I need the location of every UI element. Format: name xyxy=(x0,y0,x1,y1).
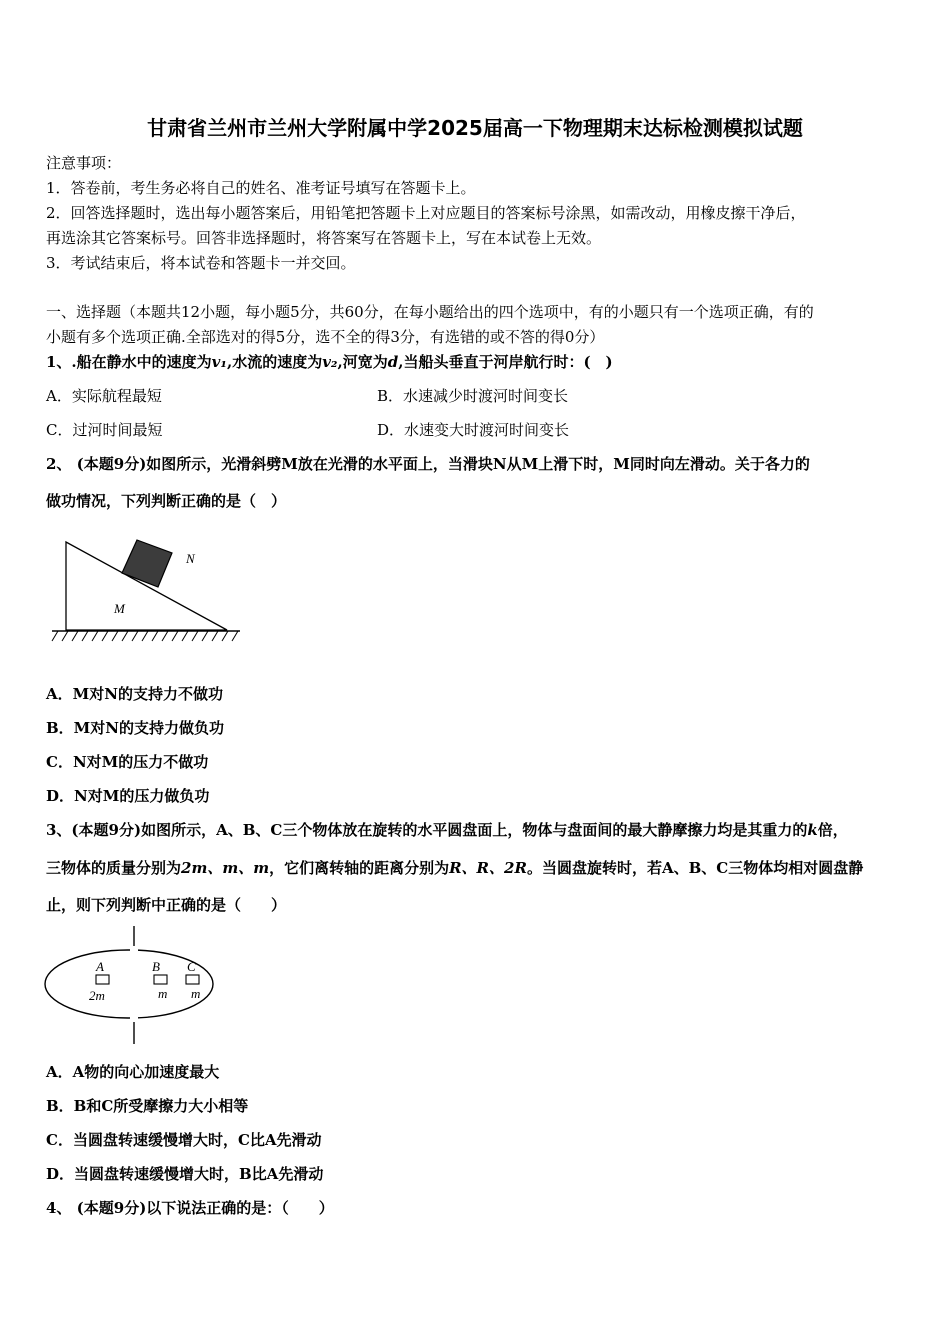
q3-stem-part: 。当圆盘旋转时，若A、B、C三物体均相对圆盘静 xyxy=(526,859,864,877)
q3-stem-3: 止，则下列判断中正确的是（ ） xyxy=(46,896,287,914)
q4-stem: 4、 (本题9分)以下说法正确的是：（ ） xyxy=(46,1199,334,1217)
q3-stem-part: 3、(本题9分)如图所示，A、B、C三个物体放在旋转的水平圆盘面上，物体与盘面间的最大静摩擦力均是其重力的 xyxy=(46,821,808,839)
q1-v1: v₁ xyxy=(211,353,227,371)
notice-item-2-cont: 再选涂其它答案标号。回答非选择题时，将答案写在答题卡上，写在本试卷上无效。 xyxy=(46,229,602,247)
q3-stem-1 xyxy=(46,820,848,840)
ground-hatching xyxy=(52,631,238,641)
q1-v2: v₂ xyxy=(322,353,338,371)
axis-gap xyxy=(130,946,138,1022)
q1-stem-part: ,水流的速度为 xyxy=(226,353,323,371)
q3-k: k xyxy=(807,821,818,839)
q3-stem-part: 三物体的质量分别为 xyxy=(46,859,182,877)
q3-option-b: B．B和C所受摩擦力大小相等 xyxy=(46,1097,249,1115)
q3-radii: R、R、2R xyxy=(449,859,527,877)
mass-b: m xyxy=(158,986,168,1001)
q2-option-a: A．M对N的支持力不做功 xyxy=(46,685,223,703)
q3-masses: 2m、m、m xyxy=(181,859,270,877)
q3-stem-2 xyxy=(46,858,863,878)
q3-option-c: C．当圆盘转速缓慢增大时，C比A先滑动 xyxy=(46,1131,322,1149)
q2-option-c: C．N对M的压力不做功 xyxy=(46,753,209,771)
q1-option-a: A．实际航程最短 xyxy=(46,387,162,405)
label-a: A xyxy=(96,959,104,974)
section-instructions-2: 小题有多个选项正确.全部选对的得5分，选不全的得3分，有选错的或不答的得0分） xyxy=(46,328,605,346)
object-c xyxy=(186,975,199,984)
mass-a: 2m xyxy=(89,988,105,1003)
q1-option-b: B．水速减少时渡河时间变长 xyxy=(377,387,569,405)
q2-option-d: D．N对M的压力做负功 xyxy=(46,787,210,805)
notice-item-1: 1．答卷前，考生务必将自己的姓名、准考证号填写在答题卡上。 xyxy=(46,179,476,197)
notice-item-3: 3．考试结束后，将本试卷和答题卡一并交回。 xyxy=(46,254,356,272)
q3-stem-part: 倍， xyxy=(817,821,848,839)
label-n: N xyxy=(186,551,195,566)
object-a xyxy=(96,975,109,984)
label-c: C xyxy=(187,959,196,974)
label-m: M xyxy=(114,601,125,616)
incline-wedge-figure xyxy=(44,530,244,648)
notice-item-2: 2．回答选择题时，选出每小题答案后，用铅笔把答题卡上对应题目的答案标号涂黑，如需改动，用橡皮擦干净后， xyxy=(46,204,806,222)
q1-option-d: D．水速变大时渡河时间变长 xyxy=(377,421,570,439)
page-title: 甘肃省兰州市兰州大学附属中学2025届高一下物理期末达标检测模拟试题 xyxy=(147,116,803,140)
notice-heading: 注意事项： xyxy=(46,154,122,172)
mass-c: m xyxy=(191,986,201,1001)
q1-d: d xyxy=(387,353,399,371)
q1-stem xyxy=(46,352,613,372)
q1-stem-part: 1、.船在静水中的速度为 xyxy=(46,353,212,371)
q1-stem-part: ,河宽为 xyxy=(337,353,388,371)
q1-stem-part: ,当船头垂直于河岸航行时：( ) xyxy=(398,353,613,371)
q3-stem-part: ，它们离转轴的距离分别为 xyxy=(269,859,450,877)
block-n xyxy=(122,540,172,587)
label-b: B xyxy=(152,959,160,974)
q2-stem-2: 做功情况，下列判断正确的是（ ） xyxy=(46,492,287,510)
q2-option-b: B．M对N的支持力做负功 xyxy=(46,719,224,737)
q2-stem-1: 2、 (本题9分)如图所示，光滑斜劈M放在光滑的水平面上，当滑块N从M上滑下时，M同时向左滑动。关于各力的 xyxy=(46,455,810,473)
section-instructions-1: 一、选择题（本题共12小题，每小题5分，共60分，在每小题给出的四个选项中，有的小题只有一个选项正确，有的 xyxy=(46,303,814,321)
object-b xyxy=(154,975,167,984)
rotating-disk-figure xyxy=(40,924,220,1046)
q1-option-c: C．过河时间最短 xyxy=(46,421,163,439)
q3-option-d: D．当圆盘转速缓慢增大时，B比A先滑动 xyxy=(46,1165,324,1183)
q3-option-a: A．A物的向心加速度最大 xyxy=(46,1063,220,1081)
